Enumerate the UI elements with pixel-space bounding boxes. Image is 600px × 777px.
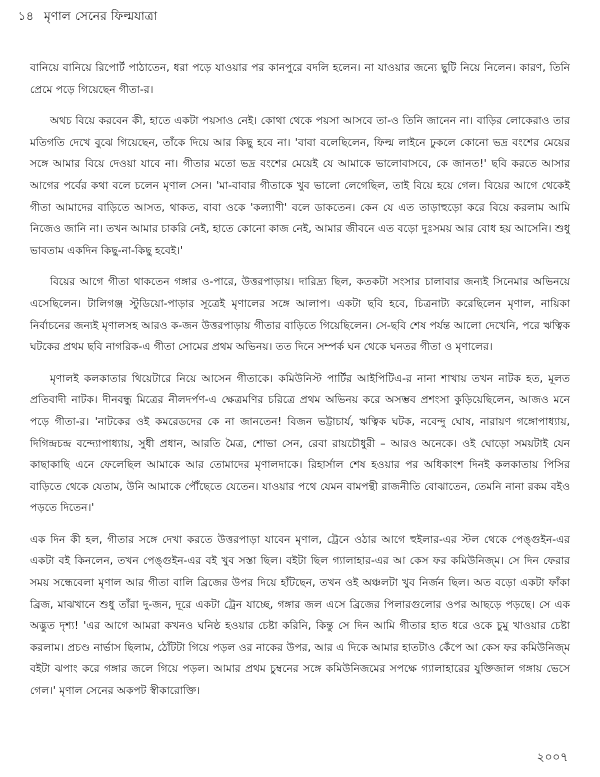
page-number: ১৪ [18,9,34,23]
paragraph: মৃণালই কলকাতার থিয়েটারে নিয়ে আসেন গীতাকে। কমিউনিস্ট পার্টির আইপিটিএ-র নানা শাখায় তখন নাটক হত, মূলত প্রতিবাদী নাটক। দীনবন্ধু মিত্রের নীলদর্পণ-এ ক্ষেত্রমণির চরিত্রে প্রথম অভিনয় করে অসম্ভব প্রশংসা কুড়িয়েছিলেন, আজও মনে পড়ে গীতা-র। 'নাটকের ওই কমরেডদের কে না জানতেন! বিজন ভট্টাচার্য, ঋত্বিক ঘটক, নবেন্দু ঘোষ, নারায়ণ গঙ্গোপাধ্যায়, দিগিন্দ্রচন্দ্র বন্দ্যোপাধ্যায়, সুধী প্রধান, আরতি মৈত্র, শোভা সেন, রেবা রায়চৌধুরী – আরও অনেকে। ওই ঘোড়ো সময়টাই যেন কাছাকাছি এনে ফেলেছিল আমাকে আর তোমাদের মৃণালদাকে। রিহার্সাল শেষ হওয়ার পর অধিকাংশ দিনই কলকাতায় পিসির বাড়িতে থেকে যেতাম, উনি আমাকে পৌঁছেতে যেতেন। যাওয়ার পথে যেমন বামপন্থী রাজনীতি বোঝাতেন, তেমনি নানা রকম বইও পড়তে দিতেন।' [30,372,570,515]
body-text [30,58,570,713]
paragraph: বিয়ের আগে গীতা থাকতেন গঙ্গার ও-পারে, উত্তরপাড়ায়। দারিদ্র্য ছিল, কতকটা সংসার চালাবার জন্যই সিনেমার অভিনয়ে এসেছিলেন। টালিগঞ্জ স্টুডিয়ো-পাড়ার সূত্রেই মৃণালের সঙ্গে আলাপ। একটা ছবি হবে, চিত্রনাট্য করেছিলেন মৃণাল, নায়িকা নির্বাচনের জন্যই মৃণালসহ আরও ক-জন উত্তরপাড়ায় গীতার বাড়িতে গিয়েছিলেন। সে-ছবি শেষ পর্যন্ত আলো দেখেনি, পরে ঋত্বিক ঘটকের প্রথম ছবি নাগরিক-এ গীতা সোমের প্রথম অভিনয়। তত দিনে সম্পর্ক ঘন থেকে ঘনতর গীতা ও মৃণালের। [30,276,570,354]
running-header [18,8,157,28]
footer-year: ২০০৭ [536,750,568,764]
running-title: মৃণাল সেনের ফিল্মযাত্রা [44,9,158,23]
paragraph: এক দিন কী হল, গীতার সঙ্গে দেখা করতে উত্তরপাড়া যাবেন মৃণাল, ট্রেনে ওঠার আগে হুইলার-এর স্টল থেকে পেঙ্গুইন-এর একটা বই কিনলেন, তখন পেঙ্গুইন-এর বই খুব সস্তা ছিল। বইটা ছিল গ্যালাহার-এর আ কেস ফর কমিউনিজ্ম। সে দিন ফেরার সময় সন্ধেবেলা মৃণাল আর গীতা বালি ব্রিজের উপর দিয়ে হাঁটছেন, তখন ওই অঞ্চলটা খুব নির্জন ছিল। অত বড়ো একটা ফাঁকা ব্রিজ, মাঝখানে শুধু তাঁরা দু-জন, দূরে একটা ট্রেন যাচ্ছে, গঙ্গার জল এসে ব্রিজের পিলারগুলোর ওপর আছড়ে পড়ছে। সে এক অদ্ভুত দৃশ্য! 'এর আগে আমরা কখনও ঘনিষ্ঠ হওয়ার চেষ্টা করিনি, কিন্তু সে দিন আমি গীতার হাত ধরে ওকে চুমু খাওয়ার চেষ্টা করলাম। প্রচণ্ড নার্ভাস ছিলাম, ঠোঁটটা গিয়ে পড়ল ওর নাকের উপর, আর এ দিকে আমার হাতটাও কেঁপে আ কেস ফর কমিউনিজ্ম বইটা ঝপাং করে গঙ্গার জলে গিয়ে পড়ল। আমার প্রথম চুম্বনের সঙ্গে কমিউনিজমের সপক্ষে গ্যালাহারের যুক্তিজাল গঙ্গায় ভেসে গেল।' মৃণাল সেনের অকপট স্বীকারোক্তি। [30,533,570,698]
paragraph: অথচ বিয়ে করবেন কী, হাতে একটা পয়সাও নেই। কোথা থেকে পয়সা আসবে তা-ও তিনি জানেন না। বাড়ির লোকেরাও তার মতিগতি দেখে বুঝে গিয়েছেন, তাঁকে দিয়ে আর কিছু হবে না। 'বাবা বলেছিলেন, ফিল্ম লাইনে ঢুকলে কোনো ভদ্র বংশের মেয়ের সঙ্গে আমার বিয়ে দেওয়া যাবে না। গীতার মতো ভদ্র বংশের মেয়েই যে আমাকে ভালোবাসবে, কে জানত!' ছবি করতে আসার আগের পর্বের কথা বলে চলেন মৃণাল সেন। 'মা-বাবার গীতাকে খুব ভালো লেগেছিল, তাই বিয়ে হয়ে গেল। বিয়ের আগে থেকেই গীতা আমাদের বাড়িতে আসত, থাকত, বাবা ওকে 'কল্যাণী' বলে ডাকতেন। কেন যে এত তাড়াহুড়ো করে বিয়ে করলাম আমি নিজেও জানি না। তখন আমার চাকরি নেই, হাতে কোনো কাজ নেই, আমার জীবনে এত বড়ো দুঃসময় আর বোধ হয় আসেনি। শুধু ভাবতাম একদিন কিছু-না-কিছু হবেই।' [30,115,570,257]
paragraph: বানিয়ে বানিয়ে রিপোর্ট পাঠাতেন, ধরা পড়ে যাওয়ার পর কানপুরে বদলি হলেন। না যাওয়ার জন্যে ছুটি নিয়ে নিলেন। কারণ, তিনি প্রেমে পড়ে গিয়েছেন গীতা-র। [30,62,570,96]
